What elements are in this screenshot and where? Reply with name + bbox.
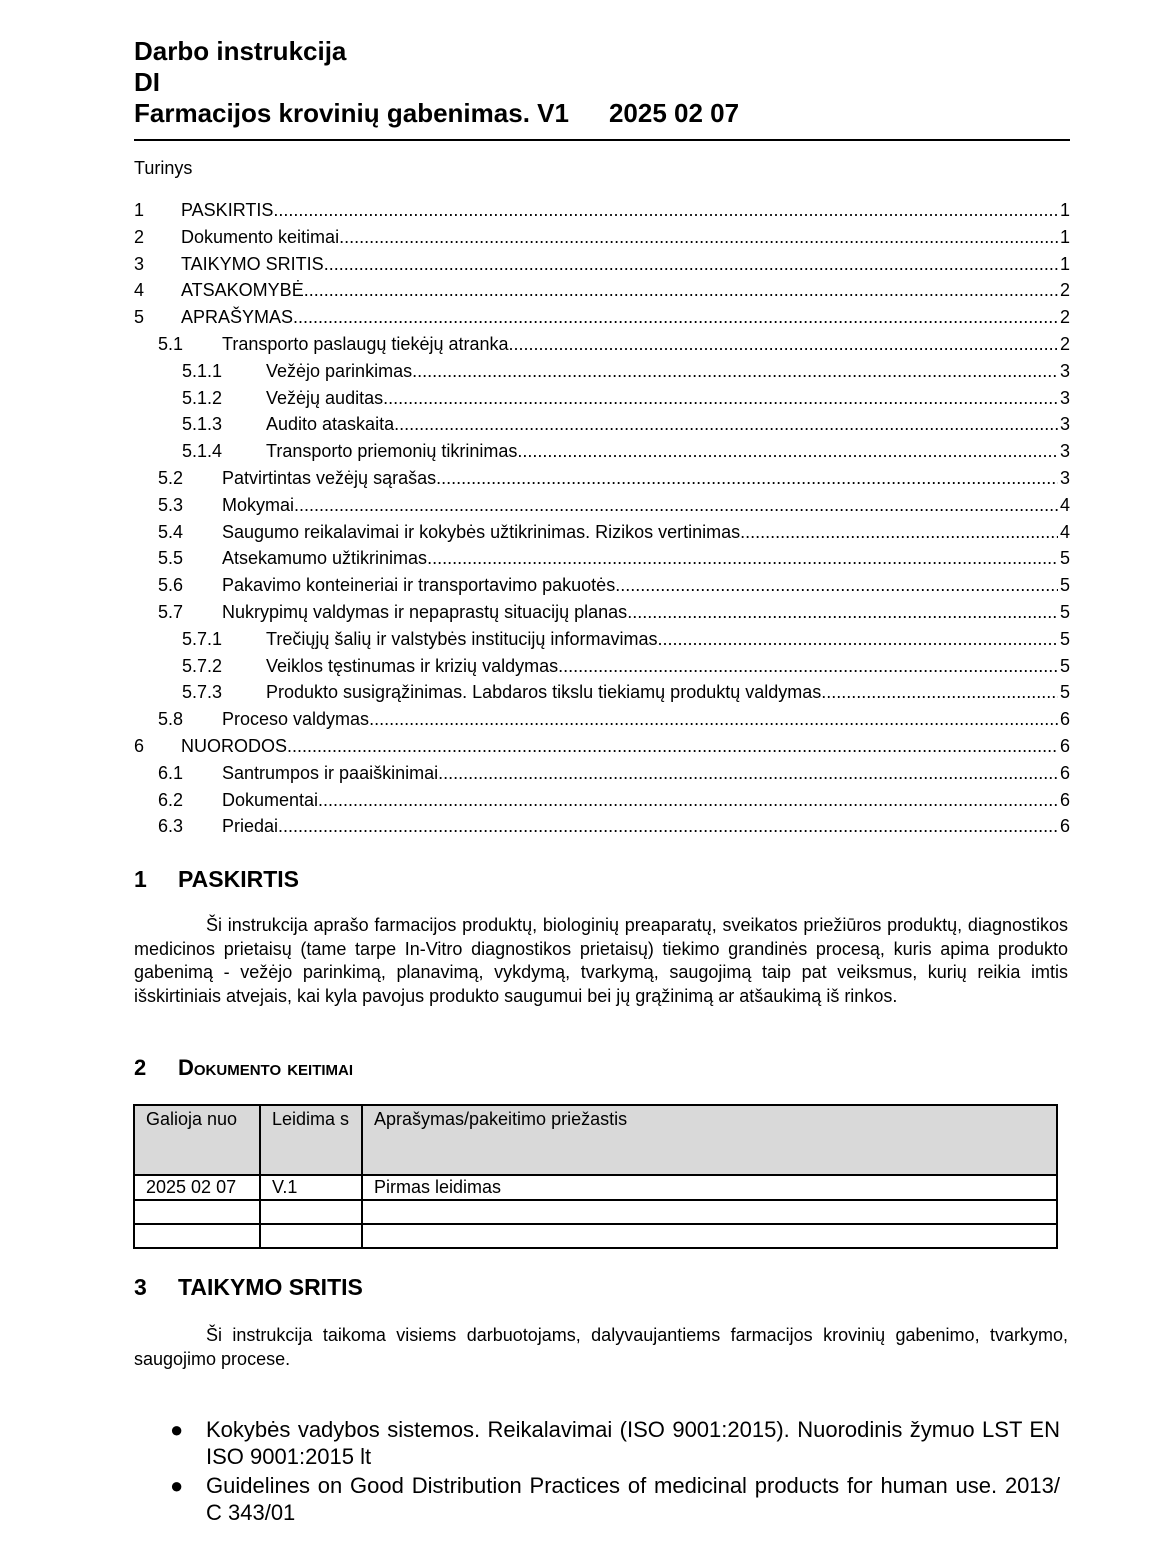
toc-entry-number: 6.2 <box>158 789 184 810</box>
toc-entry-page: 3 <box>1059 387 1070 408</box>
toc-entry-number: 5.7.1 <box>182 628 223 649</box>
toc-entry-number: 5.1.4 <box>182 441 223 462</box>
toc-entry[interactable] <box>134 468 1070 495</box>
toc-entry-number: 6.1 <box>158 762 184 783</box>
table-of-contents <box>134 200 1070 843</box>
table-cell <box>134 1224 260 1248</box>
table-cell <box>260 1224 362 1248</box>
toc-entry[interactable] <box>134 414 1070 441</box>
toc-entry-page: 4 <box>1059 494 1070 515</box>
toc-entry[interactable] <box>134 495 1070 522</box>
list-item-text: Kokybės vadybos sistemos. Reikalavimai (ISO 9001:2015). Nuorodinis žymuo LST EN ISO 9001:2015 lt <box>206 1417 1060 1469</box>
changes-table <box>133 1104 1058 1249</box>
toc-leader-dots <box>427 548 1058 569</box>
toc-leader-dots <box>278 816 1058 837</box>
section-heading-2 <box>134 1055 353 1081</box>
toc-entry-number: 5.3 <box>158 494 184 515</box>
toc-entry-page: 5 <box>1059 655 1070 676</box>
toc-leader-dots <box>394 414 1058 435</box>
toc-entry[interactable] <box>134 227 1070 254</box>
toc-entry[interactable] <box>134 254 1070 281</box>
toc-leader-dots <box>304 280 1058 301</box>
toc-entry-title: Patvirtintas vežėjų sąrašas <box>222 467 437 488</box>
toc-leader-dots <box>509 334 1058 355</box>
toc-entry-number: 6 <box>134 735 145 756</box>
section-number: 1 <box>134 866 147 892</box>
toc-entry[interactable] <box>134 709 1070 736</box>
toc-entry[interactable] <box>134 280 1070 307</box>
toc-entry-number: 5.1.3 <box>182 414 223 435</box>
toc-entry-page: 2 <box>1059 333 1070 354</box>
toc-entry-title: Pakavimo konteineriai ir transportavimo pakuotės <box>222 575 616 596</box>
toc-entry-page: 1 <box>1059 200 1070 220</box>
toc-entry[interactable] <box>134 307 1070 334</box>
toc-leader-dots <box>517 441 1058 462</box>
section-1-text: Ši instrukcija aprašo farmacijos produktų, biologinių preaparatų, sveikatos priežiūros produktų, diagnostikos medicinos prietaisų (tame tarpe In-Vitro diagnostikos prietaisų) tiekimo grandinės procesą, kuris apima produkto gabenimą - vežėjo parinkimą, planavimą, vykdymą, tvarkymą, saugojimą taip pat veiksmus, kurių reikia imtis išskirtiniais atvejais, kai kyla pavojus produkto saugumui bei jų grąžinimą ar atšaukimą iš rinkos. <box>134 915 1068 1006</box>
table-cell <box>362 1200 1057 1224</box>
toc-leader-dots <box>615 575 1058 596</box>
list-item-text: Guidelines on Good Distribution Practices of medicinal products for human use. 2013/ C 343/01 <box>206 1473 1060 1525</box>
document-header <box>134 36 1070 141</box>
toc-entry-page: 1 <box>1059 226 1070 247</box>
list-item <box>170 1472 1060 1526</box>
toc-entry-page: 3 <box>1059 360 1070 381</box>
column-header: Galioja nuo <box>134 1105 260 1175</box>
section-title: TAIKYMO SRITIS <box>178 1274 363 1300</box>
toc-entry-page: 3 <box>1059 441 1070 462</box>
toc-entry-number: 5.7.3 <box>182 682 223 703</box>
toc-entry-number: 3 <box>134 253 145 274</box>
toc-entry-title: Audito ataskaita <box>266 414 395 435</box>
toc-entry-number: 5 <box>134 307 145 328</box>
toc-leader-dots <box>318 790 1058 811</box>
toc-entry-number: 6.3 <box>158 816 184 837</box>
toc-leader-dots <box>740 522 1058 543</box>
toc-entry[interactable] <box>134 548 1070 575</box>
toc-leader-dots <box>293 307 1058 328</box>
toc-entry-title: Veiklos tęstinumas ir krizių valdymas <box>266 655 559 676</box>
toc-leader-dots <box>287 736 1058 757</box>
toc-entry[interactable] <box>134 522 1070 549</box>
references-list <box>170 1416 1060 1528</box>
doc-type: Darbo instrukcija <box>134 36 347 66</box>
section-heading-1 <box>134 866 299 893</box>
toc-entry-title: ATSAKOMYBĖ <box>181 280 304 301</box>
toc-entry-number: 4 <box>134 280 145 301</box>
toc-entry-title: Dokumentai <box>222 789 319 810</box>
toc-entry-title: Transporto paslaugų tiekėjų atranka <box>222 333 509 354</box>
toc-entry-title: Atsekamumo užtikrinimas <box>222 548 428 569</box>
section-3-text: Ši instrukcija taikoma visiems darbuotojams, dalyvaujantiems farmacijos krovinių gabenimo, tvarkymo, saugojimo procese. <box>134 1325 1068 1369</box>
toc-entry-title: Priedai <box>222 816 279 837</box>
toc-entry-title: APRAŠYMAS <box>181 307 294 328</box>
toc-leader-dots <box>821 682 1058 703</box>
toc-entry[interactable] <box>134 441 1070 468</box>
toc-leader-dots <box>627 602 1058 623</box>
toc-entry-number: 5.7.2 <box>182 655 223 676</box>
toc-entry-number: 5.1.2 <box>182 387 223 408</box>
toc-entry-page: 6 <box>1059 789 1070 810</box>
toc-leader-dots <box>383 388 1058 409</box>
toc-entry-title: Mokymai <box>222 494 295 515</box>
toc-entry[interactable] <box>134 602 1070 629</box>
toc-leader-dots <box>558 656 1058 677</box>
toc-entry-title: Dokumento keitimai <box>181 226 340 247</box>
toc-entry-number: 5.5 <box>158 548 184 569</box>
toc-entry-page: 5 <box>1059 601 1070 622</box>
doc-title-line <box>134 98 1070 129</box>
table-cell <box>260 1200 362 1224</box>
toc-entry-page: 3 <box>1059 414 1070 435</box>
toc-entry[interactable] <box>134 763 1070 790</box>
bullet-icon: ● <box>170 1417 184 1442</box>
toc-entry-number: 2 <box>134 226 145 247</box>
table-row <box>134 1200 1057 1224</box>
table-cell: 2025 02 07 <box>134 1175 260 1200</box>
toc-entry-title: PASKIRTIS <box>181 200 274 220</box>
section-number: 2 <box>134 1055 147 1080</box>
toc-leader-dots <box>339 227 1058 248</box>
toc-entry-page: 5 <box>1059 628 1070 649</box>
doc-date: 2025 02 07 <box>608 98 740 128</box>
toc-entry-title: Vežėjų auditas <box>266 387 384 408</box>
toc-entry-title: Saugumo reikalavimai ir kokybės užtikrinimas. Rizikos vertinimas <box>222 521 741 542</box>
toc-heading: Turinys <box>134 158 193 178</box>
toc-entry-page: 6 <box>1059 816 1070 837</box>
toc-entry-number: 1 <box>134 200 145 220</box>
toc-leader-dots <box>324 254 1058 275</box>
toc-entry-title: Trečiųjų šalių ir valstybės institucijų informavimas <box>266 628 658 649</box>
toc-entry[interactable] <box>134 388 1070 415</box>
section-number: 3 <box>134 1274 147 1300</box>
doc-code: DI <box>134 67 160 97</box>
toc-entry-title: NUORODOS <box>181 735 288 756</box>
toc-entry-number: 5.1.1 <box>182 360 223 381</box>
toc-leader-dots <box>657 629 1058 650</box>
toc-entry-page: 5 <box>1059 575 1070 596</box>
bullet-icon: ● <box>170 1473 184 1498</box>
toc-leader-dots <box>412 361 1058 382</box>
toc-entry-number: 5.6 <box>158 575 184 596</box>
toc-entry-page: 5 <box>1059 548 1070 569</box>
column-header: Aprašymas/pakeitimo priežastis <box>362 1105 1057 1175</box>
toc-entry-page: 5 <box>1059 682 1070 703</box>
toc-entry-number: 5.2 <box>158 467 184 488</box>
toc-entry[interactable] <box>134 656 1070 683</box>
toc-entry-page: 2 <box>1059 307 1070 328</box>
toc-entry-page: 2 <box>1059 280 1070 301</box>
toc-entry[interactable] <box>134 736 1070 763</box>
toc-entry-page: 3 <box>1059 467 1070 488</box>
toc-entry[interactable] <box>134 629 1070 656</box>
toc-entry-title: Proceso valdymas <box>222 709 370 730</box>
toc-entry-page: 1 <box>1059 253 1070 274</box>
toc-entry-title: TAIKYMO SRITIS <box>181 253 324 274</box>
toc-entry[interactable] <box>134 200 1070 227</box>
table-cell: V.1 <box>260 1175 362 1200</box>
toc-entry-title: Vežėjo parinkimas <box>266 360 413 381</box>
section-heading-3 <box>134 1274 363 1301</box>
toc-leader-dots <box>436 468 1058 489</box>
toc-entry-title: Produkto susigrąžinimas. Labdaros tikslu tiekiamų produktų valdymas <box>266 682 822 703</box>
table-cell: Pirmas leidimas <box>362 1175 1057 1200</box>
toc-entry-title: Santrumpos ir paaiškinimai <box>222 762 439 783</box>
toc-entry-number: 5.1 <box>158 333 184 354</box>
toc-entry[interactable] <box>134 334 1070 361</box>
column-header: Leidima s <box>260 1105 362 1175</box>
section-title: Dokumento keitimai <box>178 1055 354 1080</box>
toc-entry-number: 5.4 <box>158 521 184 542</box>
doc-title: Farmacijos krovinių gabenimas. V1 <box>134 98 569 128</box>
table-row <box>134 1175 1057 1200</box>
toc-entry-page: 4 <box>1059 521 1070 542</box>
table-cell <box>362 1224 1057 1248</box>
toc-entry-page: 6 <box>1059 735 1070 756</box>
list-item <box>170 1416 1060 1470</box>
toc-leader-dots <box>294 495 1058 516</box>
toc-leader-dots <box>273 200 1058 221</box>
toc-entry-title: Transporto priemonių tikrinimas <box>266 441 518 462</box>
toc-entry-page: 6 <box>1059 709 1070 730</box>
toc-leader-dots <box>438 763 1058 784</box>
toc-entry[interactable] <box>134 361 1070 388</box>
toc-entry-number: 5.7 <box>158 601 184 622</box>
toc-entry[interactable] <box>134 790 1070 817</box>
toc-entry-title: Nukrypimų valdymas ir nepaprastų situacijų planas <box>222 601 628 622</box>
table-row <box>134 1224 1057 1248</box>
toc-entry[interactable] <box>134 816 1070 843</box>
toc-entry-page: 6 <box>1059 762 1070 783</box>
toc-entry[interactable] <box>134 575 1070 602</box>
toc-entry-number: 5.8 <box>158 709 184 730</box>
toc-entry[interactable] <box>134 682 1070 709</box>
table-cell <box>134 1200 260 1224</box>
toc-leader-dots <box>369 709 1058 730</box>
section-title: PASKIRTIS <box>178 866 299 892</box>
